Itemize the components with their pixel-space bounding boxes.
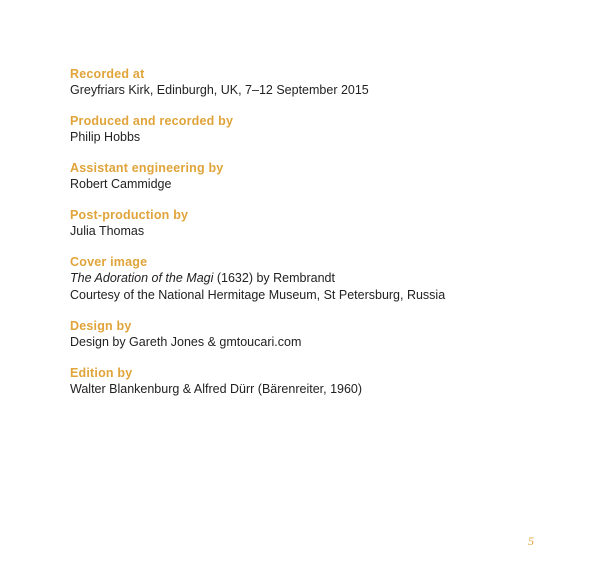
- credit-value: Courtesy of the National Hermitage Museum, St Petersburg, Russia: [70, 288, 446, 302]
- credit-post-production: [70, 207, 570, 240]
- credit-value: Philip Hobbs: [70, 130, 141, 144]
- credit-heading: Produced and recorded by: [70, 114, 234, 128]
- credit-recorded-at: [70, 66, 570, 99]
- credit-heading: Recorded at: [70, 67, 145, 81]
- artwork-title: The Adoration of the Magi: [70, 271, 214, 285]
- artwork-attribution: (1632) by Rembrandt: [213, 271, 335, 285]
- credit-heading: Edition by: [70, 366, 133, 380]
- credit-value: [70, 270, 570, 287]
- credit-edition-by: [70, 365, 570, 398]
- credit-value: Robert Cammidge: [70, 177, 172, 191]
- credit-heading: Design by: [70, 319, 132, 333]
- page-number: 5: [528, 534, 534, 548]
- credit-value: Design by Gareth Jones & gmtoucari.com: [70, 335, 302, 349]
- credit-value: Julia Thomas: [70, 224, 145, 238]
- credit-heading: Post-production by: [70, 208, 189, 222]
- credit-value: Greyfriars Kirk, Edinburgh, UK, 7–12 September 2015: [70, 83, 369, 97]
- credit-design-by: [70, 318, 570, 351]
- credit-assistant-engineering: [70, 160, 570, 193]
- credit-heading: Assistant engineering by: [70, 161, 224, 175]
- credit-cover-image: [70, 254, 570, 304]
- credit-produced-by: [70, 113, 570, 146]
- credit-heading: Cover image: [70, 255, 148, 269]
- credits-list: [70, 66, 570, 412]
- credit-value: Walter Blankenburg & Alfred Dürr (Bärenreiter, 1960): [70, 382, 363, 396]
